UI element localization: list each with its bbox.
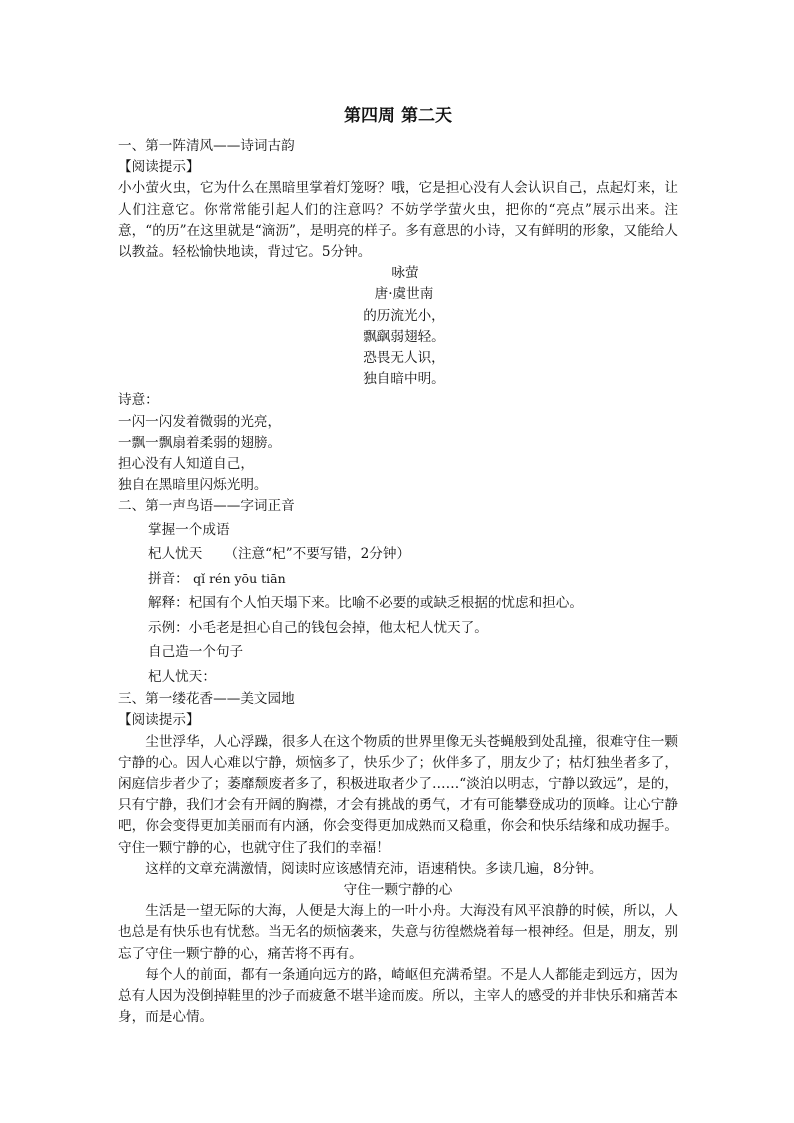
poem-line-3: 恐畏无人识， bbox=[363, 350, 445, 367]
meaning-line-1: 一闪一闪发着微弱的光亮， bbox=[118, 413, 282, 430]
idiom: 杞人忧天 bbox=[148, 546, 203, 563]
master-idiom-label: 掌握一个成语 bbox=[148, 521, 230, 538]
idiom-row bbox=[118, 542, 678, 567]
section2-heading: 二、第一声鸟语——字词正音 bbox=[118, 498, 295, 515]
section1-heading: 一、第一阵清风——诗词古韵 bbox=[118, 138, 295, 154]
make-sentence-label: 自己造一个句子 bbox=[148, 644, 244, 661]
poem-title: 咏萤 bbox=[391, 265, 419, 282]
page-title: 第四周 第二天 bbox=[344, 106, 452, 126]
meaning-line-3: 担心没有人知道自己， bbox=[118, 456, 254, 473]
poem-author: 唐·虞世南 bbox=[374, 286, 434, 303]
meaning-line-4: 独自在黑暗里闪烁光明。 bbox=[118, 477, 268, 494]
read-note: 这样的文章充满激情，阅读时应该感情充沛，语速稍快。多读几遍，8分钟。 bbox=[145, 860, 603, 877]
idiom-note: （注意“杞”不要写错，2分钟） bbox=[224, 546, 411, 563]
idiom-example: 示例：小毛老是担心自己的钱包会掉，他太杞人忧天了。 bbox=[148, 619, 488, 636]
idiom-explanation: 解释：杞国有个人怕天塌下来。比喻不必要的或缺乏根据的忧虑和担心。 bbox=[148, 595, 583, 612]
pinyin-label: 拼音： bbox=[148, 570, 189, 587]
pinyin: qǐ rén yōu tiān bbox=[193, 570, 286, 586]
section1-hint-label: 【阅读提示】 bbox=[118, 159, 200, 176]
section3-heading: 三、第一缕花香——美文园地 bbox=[118, 691, 295, 708]
meaning-label: 诗意： bbox=[118, 392, 159, 409]
poem-line-1: 的历流光小， bbox=[363, 307, 445, 324]
poem-line-4: 独自暗中明。 bbox=[363, 371, 445, 388]
poem-line-2: 飘飖弱翅轻。 bbox=[363, 328, 445, 345]
essay-paragraph-2: 每个人的前面，都有一条通向远方的路，崎岖但充满希望。不是人人都能走到远方，因为总有人因为没倒掉鞋里的沙子而疲惫不堪半途而废。所以，主宰人的感受的并非快乐和痛苦本身，而是心情。 bbox=[118, 966, 678, 1026]
document-page bbox=[118, 104, 678, 1028]
pinyin-row bbox=[118, 567, 678, 592]
essay-title: 守住一颗宁静的心 bbox=[343, 881, 453, 898]
section1-hint-text: 小小萤火虫，它为什么在黑暗里掌着灯笼呀？哦，它是担心没有人会认识自己，点起灯来，让人们注意它。你常常能引起人们的注意吗？不妨学学萤火虫，把你的“亮点”展示出来。注意，“的历”在这里就是“滴沥”，是明亮的样子。多有意思的小诗，又有鲜明的形象，又能给人以教益。轻松愉快地读，背过它。5分钟。 bbox=[118, 180, 678, 261]
section3-hint-label: 【阅读提示】 bbox=[118, 712, 200, 729]
essay-paragraph-1: 生活是一望无际的大海，人便是大海上的一叶小舟。大海没有风平浪静的时候，所以，人也总是有快乐也有忧愁。当无名的烦恼袭来，失意与彷徨燃烧着每一根神经。但是，朋友，别忘了守住一颗宁静的心，痛苦将不再有。 bbox=[118, 903, 678, 962]
section3-hint-text: 尘世浮华，人心浮躁，很多人在这个物质的世界里像无头苍蝇般到处乱撞，很难守住一颗宁静的心。因人心难以宁静，烦恼多了，快乐少了；伙伴多了，朋友少了；枯灯独坐者多了，闲庭信步者少了；萎靡颓废者多了，积极进取者少了……“淡泊以明志，宁静以致远”，是的，只有宁静，我们才会有开阔的胸襟，才会有挑战的勇气，才有可能攀登成功的顶峰。让心宁静吧，你会变得更加美丽而有内涵，你会变得更加成熟而又稳重，你会和快乐结缘和成功握手。守住一颗宁静的心，也就守住了我们的幸福！ bbox=[118, 733, 678, 856]
idiom-prompt: 杞人忧天： bbox=[148, 668, 216, 685]
meaning-line-2: 一飘一飘扇着柔弱的翅膀。 bbox=[118, 434, 282, 451]
